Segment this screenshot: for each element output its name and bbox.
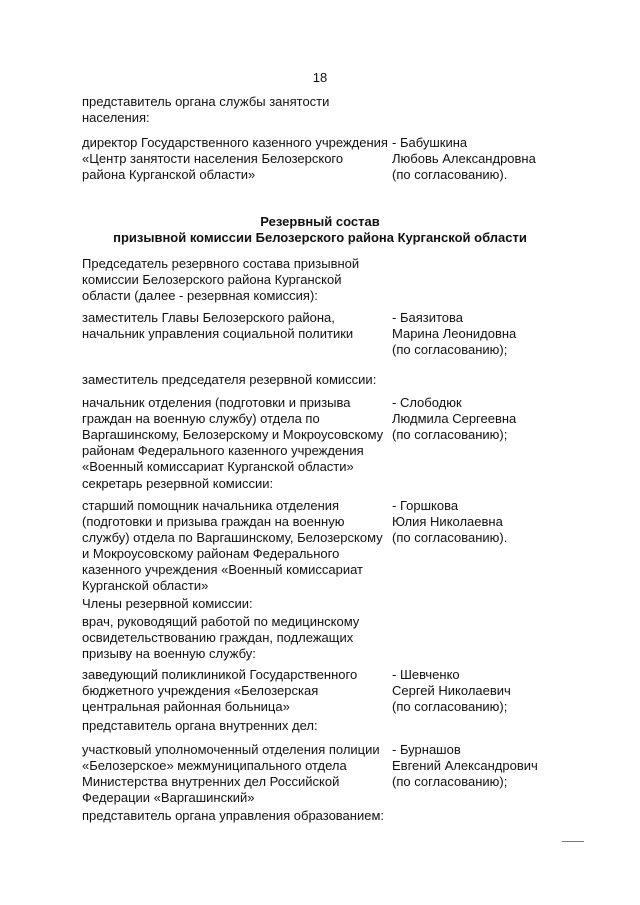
reserve-title-line1: Резервный состав <box>260 214 380 229</box>
chair-heading: Председатель резервного состава призывной комиссии Белозерского района Курганской области (далее - резервная комиссия): <box>82 256 360 303</box>
secretary-position: старший помощник начальника отделения (подготовки и призыва граждан на военную службу) отдела по Варгашинскому, Белозерскому и Мокроусовскому районам Федерального казенного учреждения «Военный комиссариат Курганской области» <box>82 498 383 593</box>
employment-heading: представитель органа службы занятости населения: <box>82 94 330 125</box>
scan-mark <box>562 841 584 842</box>
police-name: - Бурнашов Евгений Александрович (по согласованию); <box>392 742 538 789</box>
chair-position: заместитель Главы Белозерского района, начальник управления социальной политики <box>82 310 354 341</box>
clinic-name: - Шевченко Сергей Николаевич (по согласованию); <box>392 667 511 714</box>
education-heading: представитель органа управления образованием: <box>82 808 385 823</box>
deputy-name: - Слободюк Людмила Сергеевна (по согласованию); <box>392 395 517 442</box>
secretary-heading: секретарь резервной комиссии: <box>82 476 274 491</box>
police-heading: представитель органа внутренних дел: <box>82 718 318 733</box>
clinic-position: заведующий поликлиникой Государственного бюджетного учреждения «Белозерская центральная районная больница» <box>82 667 358 714</box>
deputy-position: начальник отделения (подготовки и призыва граждан на военную службу) отдела по Варгашинскому, Белозерскому и Мокроусовскому районам Федерального казенного учреждения «Военный комиссариат Курганской области» <box>82 395 384 474</box>
employment-position: директор Государственного казенного учреждения «Центр занятости населения Белозерского района Курганской области» <box>82 135 388 182</box>
doctor-heading: врач, руководящий работой по медицинскому освидетельствованию граждан, подлежащих призыву на военную службу: <box>82 614 360 661</box>
chair-name: - Баязитова Марина Леонидовна (по согласованию); <box>392 310 517 357</box>
secretary-name: - Горшкова Юлия Николаевна (по согласованию). <box>392 498 508 545</box>
police-position: участковый уполномоченный отделения полиции «Белозерское» межмуниципального отдела Министерства внутренних дел Российской Федерации «Варгашинский» <box>82 742 380 805</box>
employment-name: - Бабушкина Любовь Александровна (по согласованию). <box>392 135 536 182</box>
page-number: 18 <box>312 70 328 85</box>
members-heading: Члены резервной комиссии: <box>82 596 253 611</box>
reserve-title-line2: призывной комиссии Белозерского района Курганской области <box>113 230 527 245</box>
deputy-heading: заместитель председателя резервной комиссии: <box>82 372 377 387</box>
